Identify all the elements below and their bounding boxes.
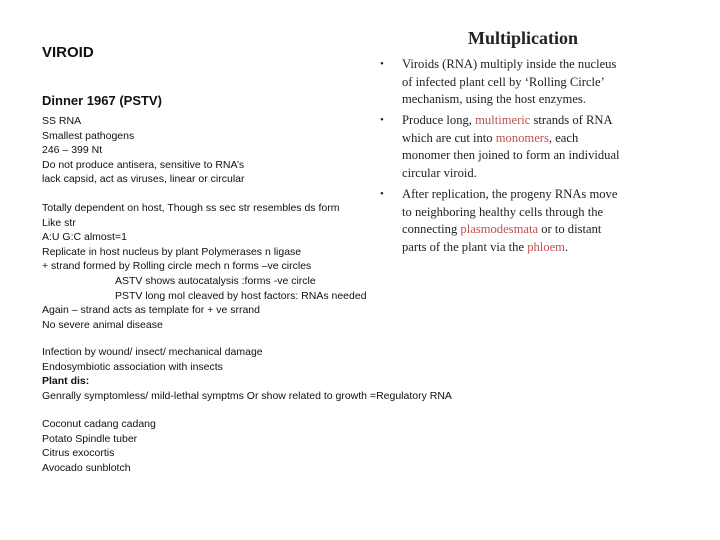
figure-line: Viroids (RNA) multiply inside the nucleus [402,57,617,71]
bullet-icon: • [380,58,384,70]
figure-line: After replication, the progeny RNAs move [402,187,618,201]
figure-line: circular viroid. [402,165,477,180]
example-item: Coconut cadang cadang [42,418,156,430]
figure-title: Multiplication [468,28,579,48]
note-line: SS RNA [42,115,82,127]
highlight-plasmodesmata: plasmodesmata [460,222,539,236]
note-line-indented: ASTV shows autocatalysis :forms -ve circle [115,274,316,287]
note-heading-plant-disease: Plant dis: [42,375,90,388]
note-line: A:U G:C almost=1 [42,231,127,244]
highlight-multimeric: multimeric [475,113,531,127]
figure-line: mechanism, using the host enzymes. [402,92,586,106]
note-line: Genrally symptomless/ mild-lethal symptms Or show related to growth =Regulatory RNA [42,389,452,402]
highlight-monomers: monomers [495,130,549,145]
note-line: Like str [42,216,76,229]
note-line: + strand formed by Rolling circle mech n forms –ve circles [42,260,312,273]
example-item: Avocado sunblotch [42,461,131,474]
example-item: Citrus exocortis [42,447,115,460]
note-line: Smallest pathogens [42,129,135,142]
note-line: lack capsid, act as viruses, linear or circular [42,173,245,186]
notes-block-examples [42,417,156,475]
example-item: Potato Spindle tuber [42,432,138,445]
note-line: Do not produce antisera, sensitive to RNA’s [42,158,245,171]
bullet-icon: • [380,188,384,200]
notes-block-properties [42,114,245,187]
figure-line: parts of the plant via the phloem. [402,239,569,254]
figure-line: Produce long, multimeric strands of RNA [402,113,613,127]
figure-line: of infected plant cell by ‘Rolling Circle’ [402,74,605,89]
multiplication-figure [380,24,670,270]
page-title: VIROID [42,44,94,61]
notes-block-replication [42,201,367,332]
figure-line: connecting plasmodesmata or to distant [402,222,602,236]
note-line: 246 – 399 Nt [42,144,103,157]
note-line: Endosymbiotic association with insects [42,360,223,373]
note-line: Infection by wound/ insect/ mechanical damage [42,346,263,358]
highlight-phloem: phloem [527,239,565,254]
note-line: No severe animal disease [42,318,163,331]
page-subtitle: Dinner 1967 (PSTV) [42,93,162,108]
figure-line: which are cut into monomers, each [402,130,579,145]
note-line: Again – strand acts as template for + ve srrand [42,304,260,317]
notes-block-infection [42,345,452,403]
figure-line: monomer then joined to form an individual [402,148,620,162]
note-line: Totally dependent on host, Though ss sec str resembles ds form [42,202,340,214]
figure-line: to neighboring healthy cells through the [402,204,604,219]
note-line: Replicate in host nucleus by plant Polymerases n ligase [42,245,302,258]
note-line-indented: PSTV long mol cleaved by host factors: RNAs needed [115,289,367,302]
bullet-icon: • [380,114,384,126]
